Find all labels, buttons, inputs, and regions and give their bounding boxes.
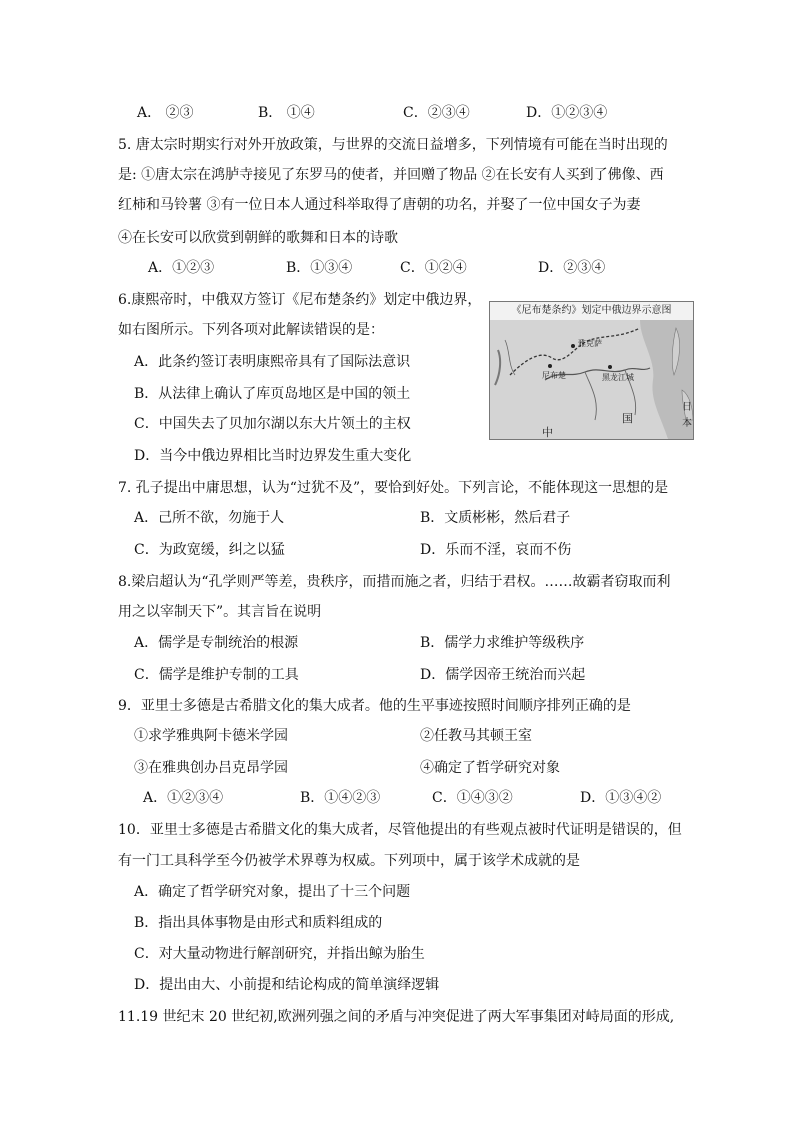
q5-stem-line-1: 5. 唐太宗时期实行对外开放政策，与世界的交流日益增多，下列情境有可能在当时出现的 xyxy=(118,137,668,153)
q10-option-b: B．指出具体事物是由形式和质料组成的 xyxy=(134,915,383,931)
q4-option-d: D．①②③④ xyxy=(526,105,608,121)
q8-stem-line-2: 用之以宰制天下”。其言旨在说明 xyxy=(118,604,322,620)
q8-option-b: B．儒学力求维护等级秩序 xyxy=(420,635,585,651)
q10-stem-line-2: 有一门工具科学至今仍被学术界尊为权威。下列项中，属于该学术成就的是 xyxy=(118,853,580,869)
q5-option-c: C．①②④ xyxy=(400,260,467,276)
q9-item-4: ④确定了哲学研究对象 xyxy=(420,760,560,776)
q6-option-a: A．此条约签订表明康熙帝具有了国际法意识 xyxy=(134,354,411,370)
q4-option-a: A． ②③ xyxy=(137,105,194,121)
q5-stem-line-2: 是: ①唐太宗在鸿胪寺接见了东罗马的使者，并回赠了物品 ②在长安有人买到了佛像、西 xyxy=(118,167,664,183)
q7-option-b: B．文质彬彬，然后君子 xyxy=(420,510,571,526)
q5-option-b: B．①③④ xyxy=(286,260,353,276)
q10-stem-line-1: 10．亚里士多德是古希腊文化的集大成者，尽管他提出的有些观点被时代证明是错误的，但 xyxy=(118,822,682,838)
q11-stem: 11.19 世纪末 20 世纪初,欧洲列强之间的矛盾与冲突促进了两大军事集团对峙局面的形成, xyxy=(118,1009,675,1025)
q6-option-b: B．从法律上确认了库页岛地区是中国的领土 xyxy=(134,386,411,402)
q5-option-d: D．②③④ xyxy=(538,260,606,276)
q8-option-c: C．儒学是维护专制的工具 xyxy=(134,667,299,683)
q9-stem: 9．亚里士多德是古希腊文化的集大成者。他的生平事迹按照时间顺序排列正确的是 xyxy=(118,698,631,714)
q9-option-a: A．①②③④ xyxy=(143,790,224,806)
map-label-guo: 国 xyxy=(622,412,633,425)
map-label-nibuchu: 尼布楚 xyxy=(542,371,566,380)
q10-option-a: A．确定了哲学研究对象，提出了十三个问题 xyxy=(134,884,411,900)
map-label-heilongjiangcheng: 黑龙江城 xyxy=(602,373,634,382)
nerchinsk-treaty-map xyxy=(489,301,694,440)
map-label-zhong: 中 xyxy=(542,426,553,439)
q7-option-c: C．为政宽缓，纠之以猛 xyxy=(134,542,285,558)
q5-option-a: A．①②③ xyxy=(148,260,215,276)
q10-option-c: C．对大量动物进行解剖研究，并指出鲸为胎生 xyxy=(134,946,425,962)
q5-stem-line-3: 红柿和马铃薯 ③有一位日本人通过科举取得了唐朝的功名，并娶了一位中国女子为妻 xyxy=(118,197,641,213)
q9-option-d: D．①③④② xyxy=(580,790,662,806)
map-label-ri: 日 xyxy=(682,402,692,413)
q7-option-d: D．乐而不淫，哀而不伤 xyxy=(420,542,572,558)
q6-stem-line-2: 如右图所示。下列各项对此解读错误的是： xyxy=(118,322,384,338)
q6-option-d: D．当今中俄边界相比当时边界发生重大变化 xyxy=(134,448,412,464)
q9-item-2: ②任教马其顿王室 xyxy=(420,728,532,744)
q4-option-c: C．②③④ xyxy=(403,105,470,121)
q8-stem-line-1: 8.梁启超认为“孔学则严等差，贵秩序，而措而施之者，归结于君权。……故霸者窃取而利 xyxy=(118,574,671,590)
q4-option-b: B． ①④ xyxy=(258,105,315,121)
map-label-yakesa: 雅克萨 xyxy=(578,339,602,348)
q7-option-a: A．己所不欲，勿施于人 xyxy=(134,510,285,526)
q8-option-d: D．儒学因帝王统治而兴起 xyxy=(420,667,586,683)
q6-option-c: C．中国失去了贝加尔湖以东大片领土的主权 xyxy=(134,416,411,432)
map-label-ben: 本 xyxy=(682,418,692,429)
q9-option-b: B．①④②③ xyxy=(300,790,381,806)
q9-option-c: C．①④③② xyxy=(432,790,513,806)
q5-stem-line-4: ④在长安可以欣赏到朝鲜的歌舞和日本的诗歌 xyxy=(118,230,398,246)
q8-option-a: A．儒学是专制统治的根源 xyxy=(134,635,299,651)
q7-stem: 7. 孔子提出中庸思想，认为“过犹不及”，要恰到好处。下列言论，不能体现这一思想的是 xyxy=(118,480,669,496)
map-title: 《尼布楚条约》划定中俄边界示意图 xyxy=(490,302,693,321)
q9-item-1: ①求学雅典阿卡德米学园 xyxy=(134,728,288,744)
q9-item-3: ③在雅典创办吕克昂学园 xyxy=(134,760,288,776)
q10-option-d: D．提出由大、小前提和结论构成的简单演绎逻辑 xyxy=(134,977,440,993)
q6-stem-line-1: 6.康熙帝时，中俄双方签订《尼布楚条约》划定中俄边界， xyxy=(118,292,482,308)
